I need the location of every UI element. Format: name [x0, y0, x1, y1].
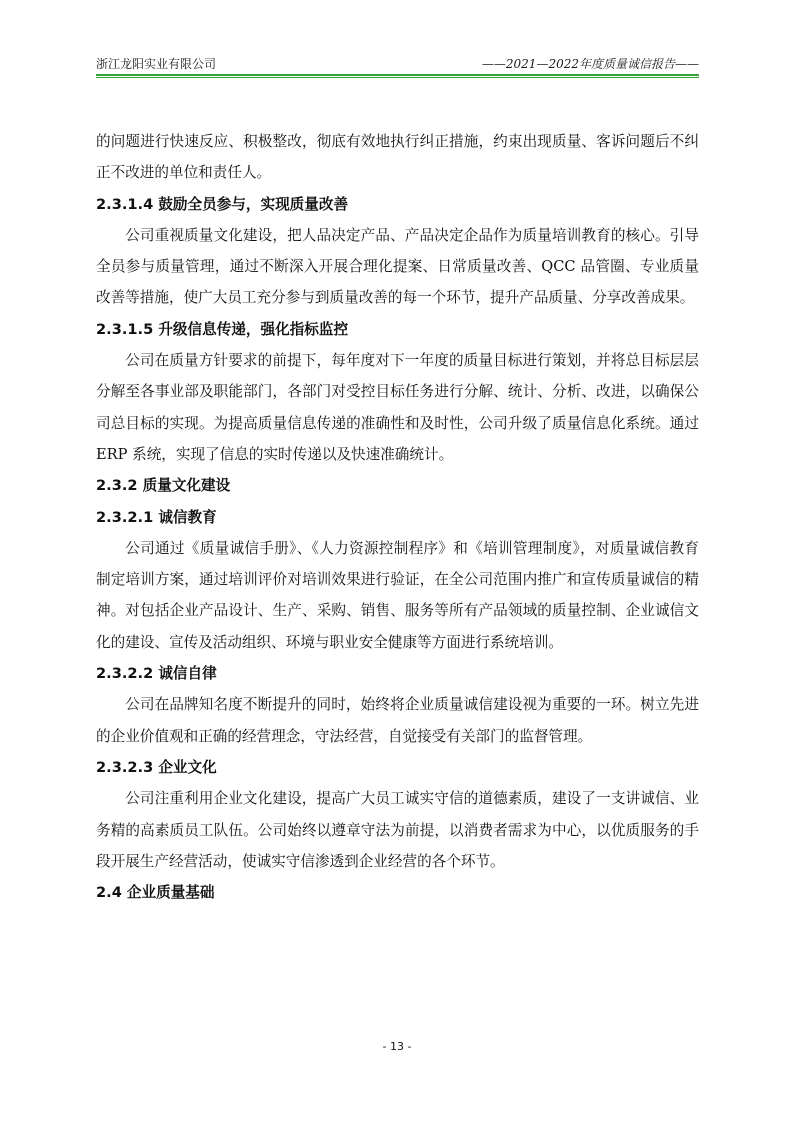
document-body — [96, 126, 699, 908]
section-heading-2-4: 2.4 企业质量基础 — [96, 884, 215, 902]
section-heading-2-3-2-1: 2.3.2.1 诚信教育 — [96, 508, 217, 526]
paragraph-corporate-culture: 公司注重利用企业文化建设，提高广大员工诚实守信的道德素质，建设了一支讲诚信、业务精的高素质员工队伍。公司始终以遵章守法为前提，以消费者需求为中心，以优质服务的手段开展生产经营活动，使诚实守信渗透到企业经营的各个环节。 — [96, 790, 699, 870]
page-header — [96, 56, 699, 74]
header-rule-thin — [96, 77, 699, 78]
paragraph-quality-targets: 公司在质量方针要求的前提下，每年度对下一年度的质量目标进行策划，并将总目标层层分解至各事业部及职能部门，各部门对受控目标任务进行分解、统计、分析、改进，以确保公司总目标的实现。为提高质量信息传递的准确性和及时性，公司升级了质量信息化系统。通过 ERP 系统，实现了信息的实时传递以及快速准确统计。 — [96, 352, 699, 463]
section-heading-2-3-1-5: 2.3.1.5 升级信息传递，强化指标监控 — [96, 320, 349, 338]
report-title: ——2021—2022年度质量诚信报告—— — [481, 57, 699, 71]
section-heading-2-3-2-3: 2.3.2.3 企业文化 — [96, 758, 217, 776]
section-heading-2-3-2-2: 2.3.2.2 诚信自律 — [96, 665, 217, 683]
continued-paragraph: 的问题进行快速反应、积极整改，彻底有效地执行纠正措施，约束出现质量、客诉问题后不纠正不改进的单位和责任人。 — [96, 133, 699, 182]
paragraph-integrity-self-discipline: 公司在品牌知名度不断提升的同时，始终将企业质量诚信建设视为重要的一环。树立先进的企业价值观和正确的经营理念，守法经营，自觉接受有关部门的监督管理。 — [96, 696, 699, 745]
header-rule-thick — [96, 74, 699, 76]
section-heading-2-3-2: 2.3.2 质量文化建设 — [96, 477, 231, 495]
page-number: - 13 - — [382, 1040, 412, 1053]
company-name: 浙江龙阳实业有限公司 — [96, 57, 217, 71]
section-heading-2-3-1-4: 2.3.1.4 鼓励全员参与，实现质量改善 — [96, 195, 349, 213]
paragraph-quality-culture: 公司重视质量文化建设，把人品决定产品、产品决定企品作为质量培训教育的核心。引导全员参与质量管理，通过不断深入开展合理化提案、日常质量改善、QCC 品管圈、专业质量改善等措施，使广大员工充分参与到质量改善的每一个环节，提升产品质量、分享改善成果。 — [96, 226, 699, 307]
paragraph-integrity-education: 公司通过《质量诚信手册》、《人力资源控制程序》和《培训管理制度》，对质量诚信教育制定培训方案，通过培训评价对培训效果进行验证，在全公司范围内推广和宣传质量诚信的精神。对包括企业产品设计、生产、采购、销售、服务等所有产品领域的质量控制、企业诚信文化的建设、宣传及活动组织、环境与职业安全健康等方面进行系统培训。 — [96, 539, 699, 651]
